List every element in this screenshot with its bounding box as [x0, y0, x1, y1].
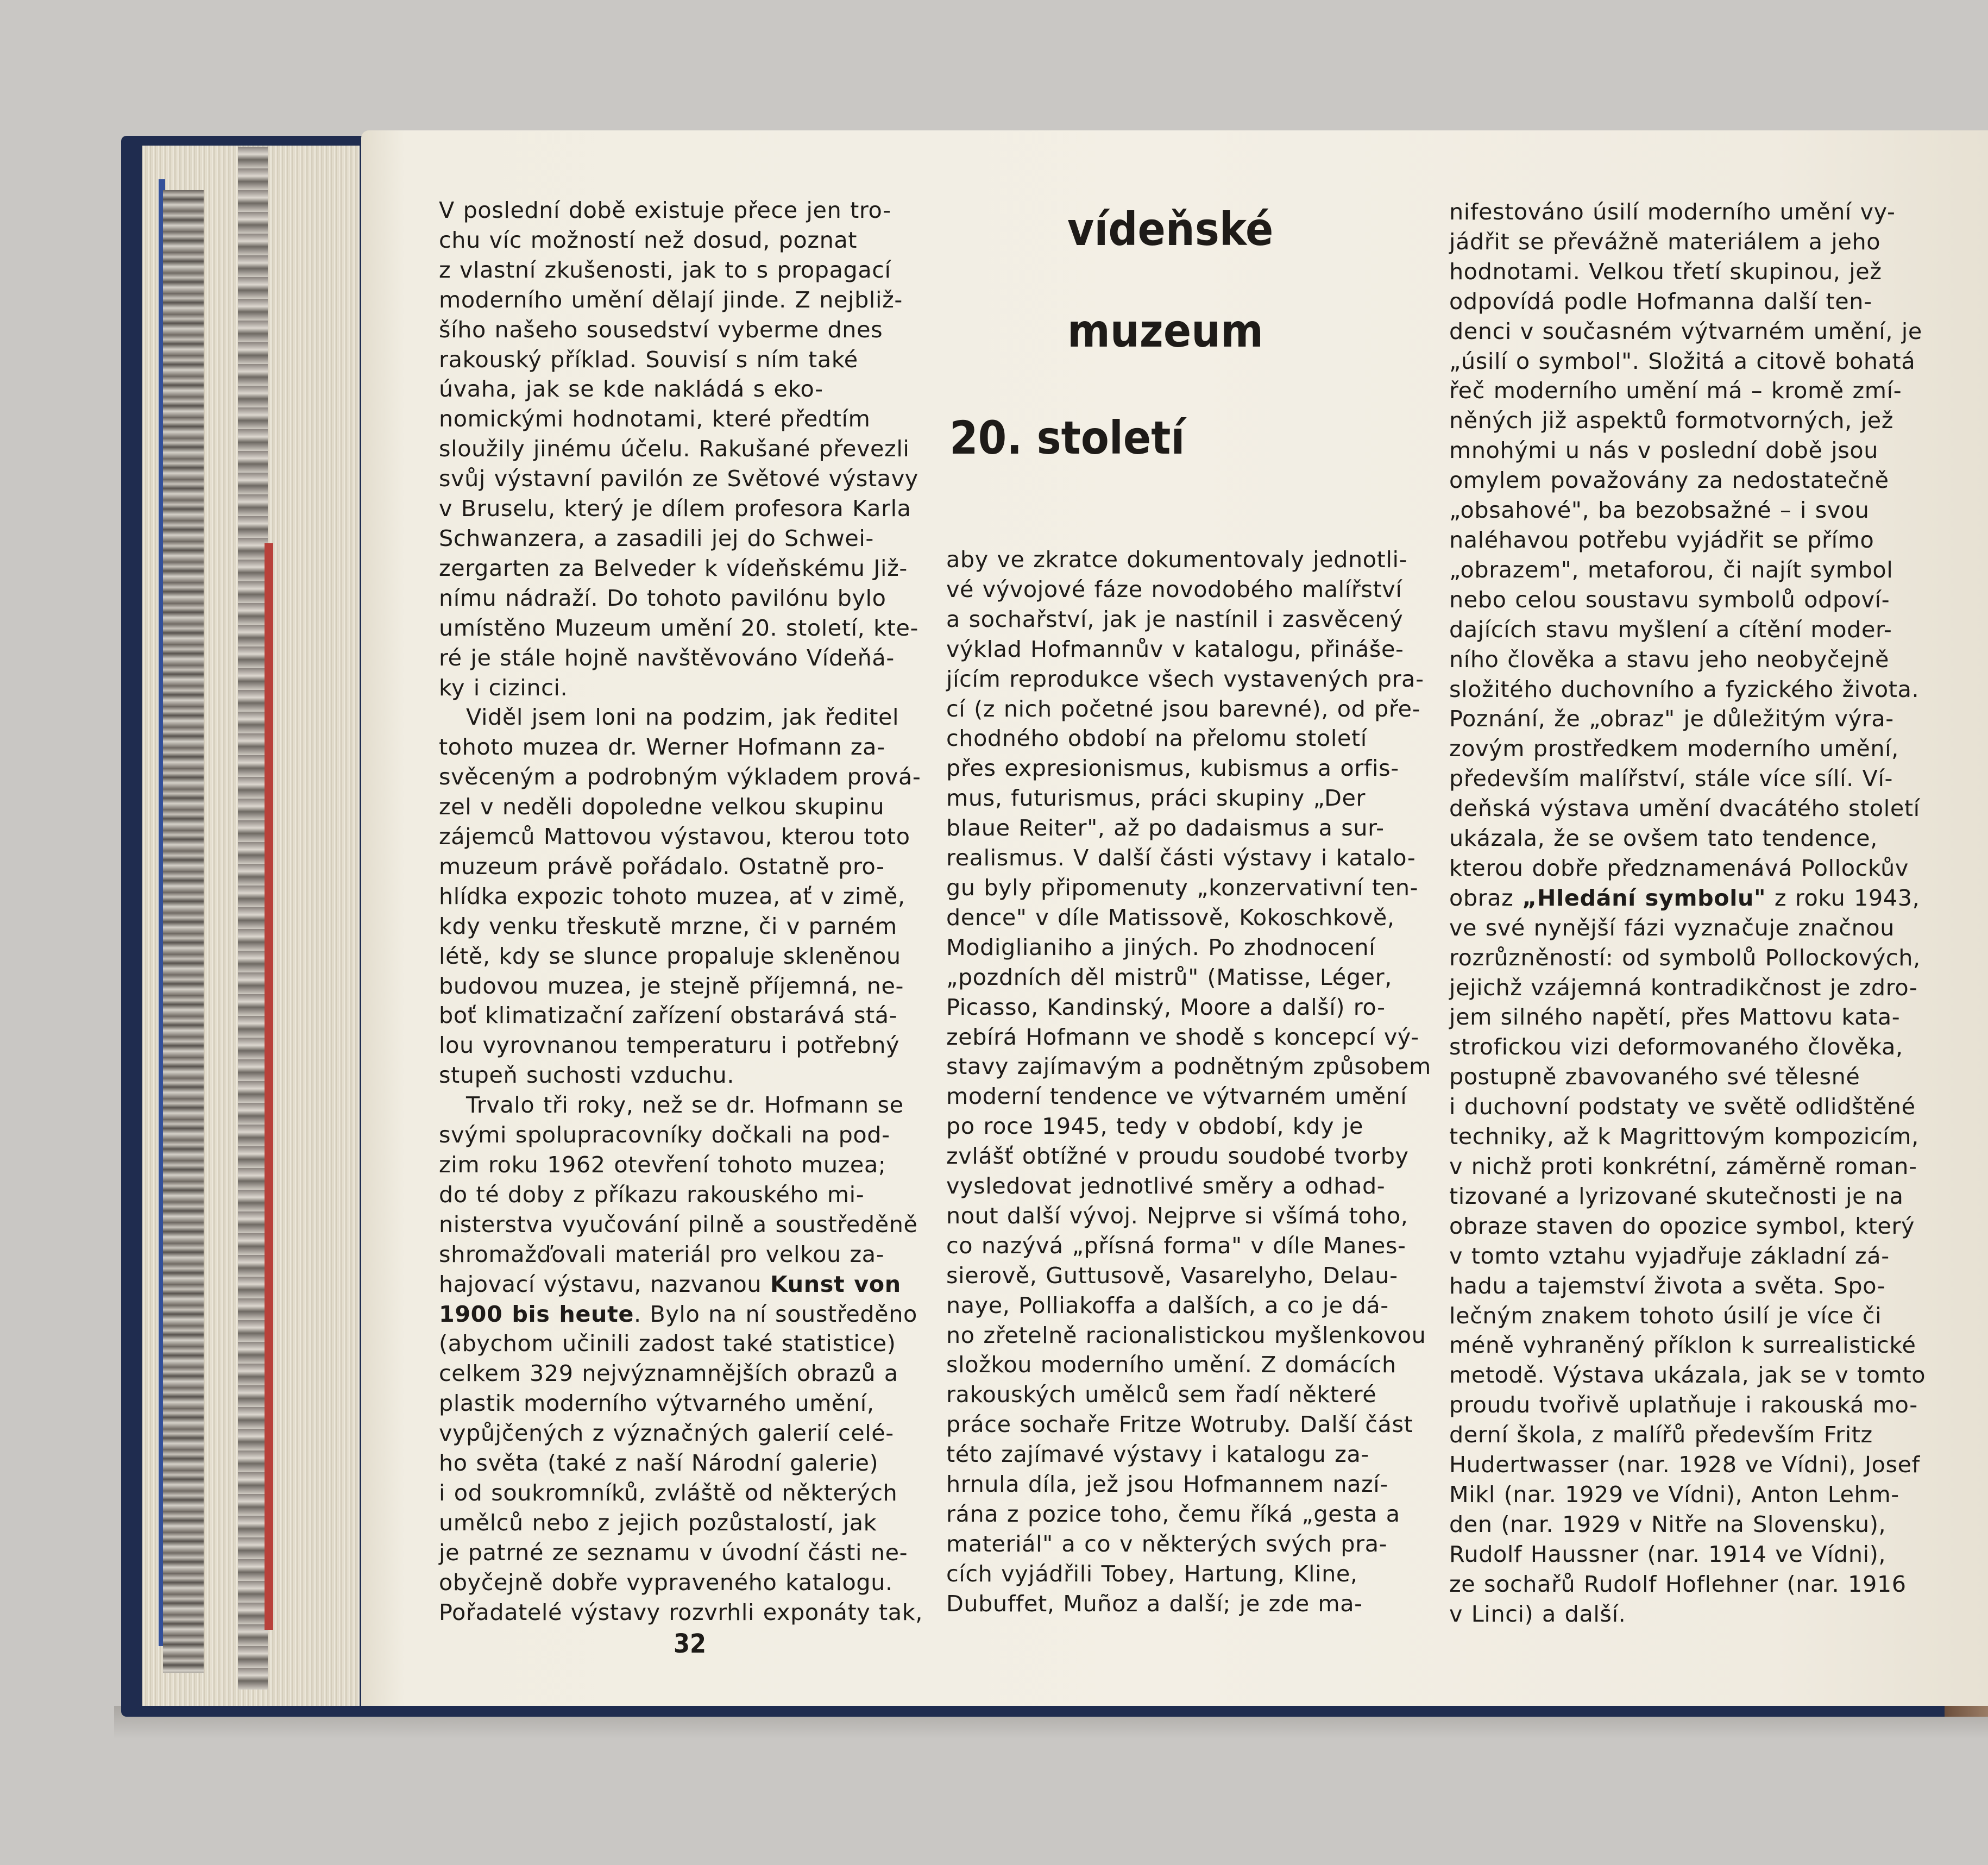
- text-line: rakouských umělců sem řadí některé: [946, 1382, 1377, 1408]
- text-line: zergarten za Belveder k vídeňskému Již-: [439, 555, 908, 581]
- text-line: ho světa (také z naší Národní galerie): [439, 1450, 879, 1477]
- text-line: obraze staven do opozice symbol, který: [1449, 1213, 1915, 1239]
- text-line: sloužily jinému účelu. Rakušané převezli: [439, 436, 910, 462]
- text-line: nifestováno úsilí moderního umění vy-: [1449, 199, 1896, 225]
- text-line: řeč moderního umění má – kromě zmí-: [1449, 378, 1902, 404]
- text-line: „obrazem", metaforou, či najít symbol: [1449, 556, 1893, 583]
- text-line: „úsilí o symbol". Složitá a citově bohatá: [1449, 348, 1916, 374]
- text-line: Mikl (nar. 1929 ve Vídni), Anton Lehm-: [1449, 1481, 1899, 1508]
- text-line: méně vyhraněný příklon k surrealistické: [1449, 1332, 1916, 1359]
- text-line: naléhavou potřebu vyjádřit se přímo: [1449, 526, 1874, 553]
- text-line: ve své nynější fázi vyznačuje značnou: [1449, 914, 1895, 941]
- bold-title-kunst: Kunst von: [770, 1271, 901, 1297]
- text-line: strofickou vizi deformovaného člověka,: [1449, 1034, 1903, 1060]
- text-line: tizované a lyrizované skutečnosti je na: [1449, 1183, 1904, 1209]
- text-line: ré je stále hojně navštěvováno Vídeňá-: [439, 644, 895, 671]
- text-line: tohoto muzea dr. Werner Hofmann za-: [439, 734, 885, 761]
- text-line: především malířství, stále více sílí. Ví-: [1449, 765, 1893, 792]
- text-line: Viděl jsem loni na podzim, jak ředitel: [466, 704, 899, 731]
- text-line: nout další vývoj. Nejprve si všímá toho,: [946, 1202, 1408, 1229]
- text-line: plastik moderního výtvarného umění,: [439, 1390, 875, 1417]
- text-line: ního člověka a stavu jeho neobyčejně: [1449, 646, 1890, 673]
- text-line: Rudolf Haussner (nar. 1914 ve Vídni),: [1449, 1541, 1886, 1567]
- text-line: blaue Reiter", až po dadaismus a sur-: [946, 815, 1385, 842]
- text-line: složitého duchovního a fyzického života.: [1449, 676, 1920, 702]
- text-line: vypůjčených z význačných galerií celé-: [439, 1420, 894, 1447]
- page-number: 32: [674, 1629, 707, 1659]
- text-line: metodě. Výstava ukázala, jak se v tomto: [1449, 1362, 1926, 1389]
- text-line: aby ve zkratce dokumentovaly jednotli-: [946, 547, 1408, 573]
- text-line: úvaha, jak se kde nakládá s eko-: [439, 376, 823, 403]
- text-line: složkou moderního umění. Z domácích: [946, 1352, 1396, 1378]
- text-line: zebírá Hofmann ve shodě s koncepcí vý-: [946, 1023, 1419, 1050]
- page-stack-edge: [163, 190, 204, 1673]
- text-line: mus, futurismus, práci skupiny „Der: [946, 785, 1366, 812]
- text-line: jícím reprodukce všech vystavených pra-: [946, 665, 1424, 692]
- text-line: svůj výstavní pavilón ze Světové výstavy: [439, 466, 918, 492]
- text-line: v tomto vztahu vyjadřuje základní zá-: [1449, 1242, 1890, 1269]
- text-line: moderního umění dělají jinde. Z nejbliž-: [439, 286, 903, 313]
- text-line: Poznání, že „obraz" je důležitým výra-: [1449, 706, 1894, 732]
- page-stack-edge: [265, 543, 273, 1630]
- text-line: přes expresionismus, kubismus a orfis-: [946, 755, 1399, 782]
- text-line: stavy zajímavým a podnětným způsobem: [946, 1053, 1431, 1080]
- text-line: celkem 329 nejvýznamnějších obrazů a: [439, 1360, 898, 1387]
- article-title-line: muzeum: [1067, 304, 1263, 357]
- text-line: postupně zbavovaného své tělesné: [1449, 1064, 1860, 1090]
- text-line: [439, 1299, 917, 1329]
- text-line: lečným znakem tohoto úsilí je více či: [1449, 1302, 1882, 1329]
- text-line: Schwanzera, a zasadili jej do Schwei-: [439, 525, 874, 551]
- page-stack-edge: [238, 147, 268, 1690]
- text-line: zim roku 1962 otevření tohoto muzea;: [439, 1152, 886, 1178]
- text-line: realismus. V další části výstavy i katalo-: [946, 845, 1416, 871]
- text-line: Trvalo tři roky, než se dr. Hofmann se: [466, 1092, 904, 1119]
- text-line: derní škola, z malířů především Fritz: [1449, 1422, 1873, 1448]
- text-column-middle: [946, 545, 1431, 1619]
- text-line: rakouský příklad. Souvisí s ním také: [439, 346, 858, 373]
- text-line: nebo celou soustavu symbolů odpoví-: [1449, 586, 1890, 613]
- text-line: v nichž proti konkrétní, záměrně roman-: [1449, 1153, 1917, 1179]
- text-line: odpovídá podle Hofmanna další ten-: [1449, 288, 1872, 315]
- text-line: je patrné ze seznamu v úvodní části ne-: [439, 1539, 908, 1566]
- text-line: Pořadatelé výstavy rozvrhli exponáty tak,: [439, 1599, 923, 1625]
- text-line: rozrůzněností: od symbolů Pollockových,: [1449, 944, 1921, 971]
- text-line: dence" v díle Matissově, Kokoschkově,: [946, 904, 1395, 931]
- text-line: ky i cizinci.: [439, 674, 568, 701]
- text-line: (abychom učinili zadost také statistice): [439, 1330, 896, 1357]
- text-line: Modiglianiho a jiných. Po zhodnocení: [946, 934, 1376, 960]
- text-line: výklad Hofmannův v katalogu, přináše-: [946, 636, 1404, 662]
- text-line: V poslední době existuje přece jen tro-: [439, 197, 891, 223]
- text-line: do té doby z příkazu rakouského mi-: [439, 1181, 865, 1208]
- text-line: svými spolupracovníky dočkali na pod-: [439, 1122, 890, 1148]
- text-line: Picasso, Kandinský, Moore a další) ro-: [946, 994, 1386, 1020]
- bold-title-hledani: „Hledání symbolu": [1522, 884, 1766, 911]
- text-line: gu byly připomenuty „konzervativní ten-: [946, 874, 1419, 901]
- text-line: moderní tendence ve výtvarném umění: [946, 1083, 1407, 1110]
- text-line: chu víc možností než dosud, poznat: [439, 227, 858, 253]
- text-line: sierově, Guttusově, Vasarelyho, Delau-: [946, 1262, 1398, 1289]
- text-line: deňská výstava umění dvacátého století: [1449, 795, 1920, 822]
- text-line: omylem považovány za nedostatečně: [1449, 467, 1889, 494]
- text-line: muzeum právě pořádalo. Ostatně pro-: [439, 853, 885, 880]
- text-column-left: [439, 196, 923, 1628]
- text-line: jádřit se převážně materiálem a jeho: [1449, 228, 1881, 255]
- text-run: . Bylo na ní soustředěno: [633, 1301, 917, 1327]
- text-line: šího našeho sousedství vyberme dnes: [439, 316, 883, 343]
- text-line: stupeň suchosti vzduchu.: [439, 1062, 735, 1089]
- text-line: zovým prostředkem moderního umění,: [1449, 736, 1899, 762]
- text-line: cí (z nich početné jsou barevné), od pře-: [946, 695, 1421, 722]
- text-line: hodnotami. Velkou třetí skupinou, jež: [1449, 258, 1882, 285]
- text-line: umělců nebo z jejich pozůstalostí, jak: [439, 1509, 877, 1536]
- text-line: mnohými u nás v poslední době jsou: [1449, 437, 1879, 464]
- text-line: hlídka expozic tohoto muzea, ať v zimě,: [439, 883, 905, 909]
- text-line: cích vyjádřili Tobey, Hartung, Kline,: [946, 1560, 1358, 1587]
- text-line: no zřetelně racionalistickou myšlenkovou: [946, 1322, 1426, 1348]
- text-line: svěceným a podrobným výkladem prová-: [439, 764, 921, 790]
- text-line: zvlášť obtížné v proudu soudobé tvorby: [946, 1143, 1409, 1170]
- text-line: v Linci) a další.: [1449, 1600, 1626, 1627]
- text-line: práce sochaře Fritze Wotruby. Další část: [946, 1411, 1413, 1438]
- text-line: lou vyrovnanou temperaturu i potřebný: [439, 1032, 900, 1059]
- text-line: nomickými hodnotami, které předtím: [439, 406, 871, 432]
- text-line: jejichž vzájemná kontradikčnost je zdro-: [1449, 974, 1918, 1001]
- text-line: techniky, až k Magrittovým kompozicím,: [1449, 1123, 1919, 1150]
- text-line: dajících stavu myšlení a cítění moder-: [1449, 616, 1892, 643]
- text-line: létě, kdy se slunce propaluje skleněnou: [439, 943, 901, 969]
- text-line: kterou dobře předznamenává Pollockův: [1449, 855, 1909, 881]
- text-line: ukázala, že se ovšem tato tendence,: [1449, 825, 1878, 852]
- text-line: umístěno Muzeum umění 20. století, kte-: [439, 614, 918, 641]
- text-line: ze sochařů Rudolf Hoflehner (nar. 1916: [1449, 1571, 1907, 1597]
- text-column-right: [1449, 197, 1926, 1629]
- article-title-line: 20. století: [949, 411, 1185, 464]
- text-line: zájemců Mattovou výstavou, kterou toto: [439, 824, 910, 850]
- text-run: hajovací výstavu, nazvanou: [439, 1271, 770, 1297]
- text-line: z vlastní zkušenosti, jak to s propagací: [439, 256, 891, 283]
- text-line: hrnula díla, jež jsou Hofmannem nazí-: [946, 1471, 1388, 1498]
- text-line: [1449, 883, 1922, 913]
- text-line: a sochařství, jak je nastínil i zasvěcený: [946, 606, 1404, 632]
- text-line: hadu a tajemství života a světa. Spo-: [1449, 1272, 1886, 1299]
- text-line: „pozdních děl mistrů" (Matisse, Léger,: [946, 964, 1392, 990]
- text-line: denci v současném výtvarném umění, je: [1449, 318, 1922, 344]
- text-line: naye, Polliakoffa a dalších, a co je dá-: [946, 1292, 1389, 1318]
- text-line: budovou muzea, je stejně příjemná, ne-: [439, 972, 904, 999]
- text-line: po roce 1945, tedy v období, kdy je: [946, 1113, 1363, 1140]
- text-line: shromažďovali materiál pro velkou za-: [439, 1241, 885, 1267]
- text-line: vé vývojové fáze novodobého malířství: [946, 576, 1402, 602]
- text-line: zel v neděli dopoledne velkou skupinu: [439, 794, 885, 820]
- text-line: Dubuffet, Muñoz a další; je zde ma-: [946, 1590, 1363, 1617]
- text-line: něných již aspektů formotvorných, jež: [1449, 407, 1894, 434]
- text-line: materiál" a co v některých svých pra-: [946, 1530, 1388, 1557]
- text-line: v Bruselu, který je dílem profesora Karla: [439, 495, 911, 522]
- text-line: „obsahové", ba bezobsažné – i svou: [1449, 497, 1870, 524]
- text-line: této zajímavé výstavy i katalogu za-: [946, 1441, 1369, 1468]
- text-line: vysledovat jednotlivé směry a odhad-: [946, 1173, 1386, 1200]
- text-line: boť klimatizační zařízení obstarává stá-: [439, 1002, 898, 1029]
- text-line: [439, 1270, 911, 1299]
- bold-title-1900: 1900 bis heute: [439, 1301, 634, 1327]
- text-line: chodného období na přelomu století: [946, 725, 1367, 752]
- article-title-line: vídeňské: [1067, 203, 1274, 256]
- text-line: obyčejně dobře vypraveného katalogu.: [439, 1569, 893, 1596]
- text-run: z roku 1943,: [1766, 884, 1920, 911]
- text-line: i duchovní podstaty ve světě odlidštěné: [1449, 1094, 1916, 1120]
- text-line: Hudertwasser (nar. 1928 ve Vídni), Josef: [1449, 1452, 1920, 1478]
- text-line: proudu tvořivě uplatňuje i rakouská mo-: [1449, 1392, 1918, 1418]
- text-run: obraz: [1449, 884, 1523, 911]
- text-line: jem silného napětí, přes Mattovu kata-: [1449, 1004, 1901, 1031]
- text-line: kdy venku třeskutě mrzne, či v parném: [439, 913, 897, 939]
- text-line: co nazývá „přísná forma" v díle Manes-: [946, 1232, 1406, 1259]
- text-line: i od soukromníků, zvláště od některých: [439, 1479, 898, 1506]
- text-line: nímu nádraží. Do tohoto pavilónu bylo: [439, 585, 886, 611]
- text-line: rána z pozice toho, čemu říká „gesta a: [946, 1501, 1400, 1527]
- text-line: nisterstva vyučování pilně a soustředěně: [439, 1211, 918, 1238]
- text-line: den (nar. 1929 v Nitře na Slovensku),: [1449, 1511, 1886, 1537]
